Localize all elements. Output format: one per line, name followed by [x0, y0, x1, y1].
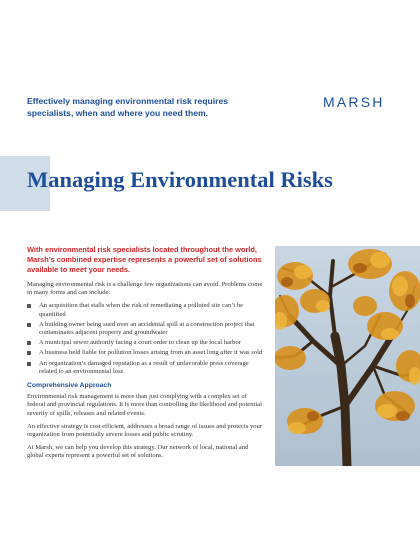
- page-title: Managing Environmental Risks: [27, 167, 333, 192]
- bullet-square-icon: [27, 323, 31, 327]
- tagline: Effectively managing environmental risk requires specialists, when and where you need them.: [27, 96, 229, 118]
- body-paragraph: At Marsh, we can help you develop this strategy. Our network of local, national and global experts represent a powerful set of solutions.: [27, 444, 249, 460]
- list-item: A building owner being sued over an accidental spill at a construction project that contaminates adjacent property and groundwater: [27, 321, 263, 337]
- body-paragraph: Environmental risk management is more than just complying with a complex set of federal and provincial regulations. It is more than controlling the likelihood and potential severity of spills, releases and related events.: [27, 393, 262, 417]
- body-paragraph: An effective strategy is cost efficient, addresses a broad range of issues and protects your organization from potentially severe losses and public scrutiny.: [27, 422, 263, 439]
- marsh-logo: MARSH: [323, 94, 385, 110]
- list-item: A business held liable for pollution losses arising from an asset long after it was sold: [27, 349, 263, 357]
- problem-list: [27, 302, 263, 376]
- lead-paragraph: Managing environmental risk is a challenge few organizations can avoid. Problems come in many forms and can include:: [27, 281, 263, 297]
- list-item: An organization’s damaged reputation as a result of unfavorable press coverage related to an environmental loss: [27, 360, 263, 376]
- bullet-square-icon: [27, 304, 31, 308]
- body-column: [27, 281, 263, 466]
- intro-statement: With environmental risk specialists located throughout the world, Marsh’s combined expertise represents a powerful set of solutions available to meet your needs.: [27, 245, 262, 274]
- autumn-tree-photo: [275, 246, 420, 466]
- list-item: A municipal sewer authority facing a court order to clean up the local harbor: [27, 339, 263, 347]
- bullet-square-icon: [27, 341, 31, 345]
- section-heading: Comprehensive Approach: [27, 382, 112, 390]
- list-item: An acquisition that stalls when the risk of remediating a polluted site can’t be quantified: [27, 302, 263, 318]
- bullet-square-icon: [27, 362, 31, 366]
- bullet-square-icon: [27, 351, 31, 355]
